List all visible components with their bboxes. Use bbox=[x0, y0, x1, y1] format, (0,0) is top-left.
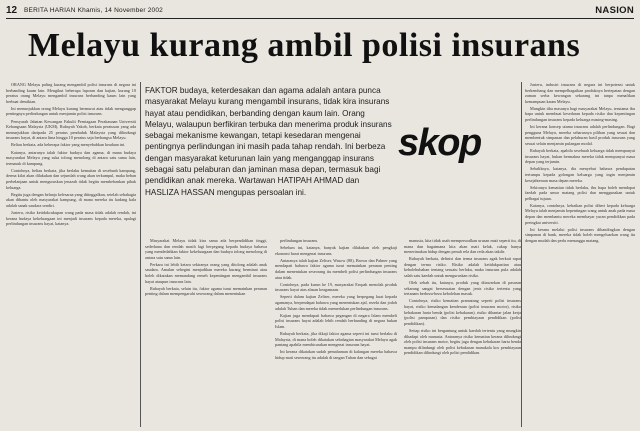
body-paragraph: Seperti dalam kajian Zeliser, mereka yang berpegang kuat kepada agamanya, berpendapat bahawa yang menentukan ajal, rezeki dan jodoh adalah Tuhan dan mereka tidak memerlukan perlindungan insurans. bbox=[275, 294, 397, 311]
body-paragraph: Contohnya, beliau berkata, jika berlaku kematian di sesebuah kampung, derma kilat akan dilakukan dan sejumlah wang akan terkumpul, maka beban perbelanjaan untuk menguruskan jenazah tidak begitu membebankan pihak keluarga. bbox=[6, 167, 136, 190]
column-divider bbox=[140, 82, 141, 427]
body-paragraph: Mungkin tiba masanya bagi masyarakat Melayu, terutama ibu bapa untuk membuat kesedaran kepada risiko dan kepentingan perlindungan insurans kepada keluarga masing-masing. bbox=[525, 105, 635, 123]
publication-line: BERITA HARIAN Khamis, 14 November 2002 bbox=[24, 7, 163, 14]
body-column-4 bbox=[404, 238, 521, 427]
body-paragraph: perlindungan insurans. bbox=[280, 238, 319, 243]
body-paragraph: Sekiranya kematian tidak berlaku, ibu bapa boleh mendapat faedah pada umur matang polisi dan menggunakan untuk pelbagai tujuan. bbox=[525, 184, 635, 201]
body-paragraph: Masyarakat Melayu tidak kira sama ada berpendidikan tinggi, sederhana dan rendah masih lagi berpegang kepada budaya bahawa yang mendedahkan faktor kekeluargaan dan budaya tolong menolong di antara satu sama lain. bbox=[145, 238, 267, 260]
body-paragraph: Oleh sebab itu, katanya, produk yang ditawarkan di pasaran sekarang sangat bersesuaian dengan jenis risiko tertentu yang tertanam berbeza-beza kebolehan masuk. bbox=[404, 280, 521, 297]
body-paragraph: Ini menunjukkan orang Melayu kurang bermurut atau tidak menganggap pentingnya perlindungan untuk menjamin polisi insurans. bbox=[6, 105, 136, 117]
body-paragraph: Antaranya ialah kajian Zeliser, Wasow (88), Brown dan Palmer yang mendapati bahawa faktor agama turut memainkan peranan penting dalam menentukan seseorang itu membeli polisi perlindungan insurans atau tidak. bbox=[275, 257, 397, 280]
body-paragraph: Perkara ini lebih ketara sekiranya orang yang ditolong adalah anak saudara. Amalan sebegini menjadikan mereka kurang berminat atau boleh dikatakan memandang remeh kepentingan mengambil insurans hayat ataupun insurans lain. bbox=[145, 261, 267, 284]
intro-text: FAKTOR budaya, keterdesakan dan agama adalah antara punca masyarakat Melayu kurang mengambil insurans, tidak kira insurans hayat atau pendidikan, berbanding dengan kaum lain. Orang Melayu, walaupun berfikiran terbuka dan menerima produk insurans sebagai mekanisme kewangan, tetapi kesedaran mengenai pentingnya perlindungan ini masih pada tahap rendah. Ini berbeza dengan masyarakat keturunan lain yang menganggap insurans sebagai satu pelaburan dan jaminan masa depan, termasuk bagi pendidikan anak mereka. Wartawan HATIPAH AHMAD dan HASLIZA HASSAN mengupas persoalan ini. bbox=[145, 86, 392, 197]
page-number: 12 bbox=[6, 5, 18, 16]
body-paragraph: Sebelum ini, katanya, banyak kajian dilakukan oleh pengkaji ekonomi barat mengenai insurans. bbox=[275, 245, 397, 256]
headline: Melayu kurang ambil polisi insurans bbox=[28, 27, 581, 64]
page-header bbox=[6, 6, 634, 19]
body-paragraph: Justeru, industri insurans di negara ini berpotensi untuk berkembang dan mempelbagaikan produknya bertepatan dengan zaman serba kewangan sekarang ini tanpa menafikan kemampuan kaum Melayu. bbox=[525, 82, 635, 104]
skop-logo: skop bbox=[398, 122, 481, 164]
body-paragraph: Contohnya, risiko kematian pramatang seperti polisi insurans hayat, risiko kemalangan kenderaan (polisi insurans motor), risiko kebakaran harta benda (polisi kebakaran), risiko dihantar jalan kerja (polisi pampasan) dan risiko pembiayaan pendidikan (polisi pendidikan). bbox=[404, 298, 521, 326]
body-paragraph: Pensyarah Jabatan Kewangan Fakulti Perniagaan Perakaunan Universiti Kebangsaan Malaysia (UKM), Rubayah Yakob, berkata peratusan yang ada menunjukkan daripada 25 peratus penduduk Malaysia yang dilindungi insurans hayat, di antara lima hingga 10 peratus saja berbangsa Melayu. bbox=[6, 118, 136, 141]
body-paragraph: Setiap risiko ini bergantung untuk kaedah tertentu yang mungkin dihadapi oleh manusia. Antaranya risiko kematian kerana dilindungi oleh polisi insurans motor, begitu juga dengan kebakaran harta benda mampu dilindungi oleh polisi kebakaran manakala kos pembiayaan pendidikan dilindungi oleh polisi pendidikan. bbox=[404, 327, 521, 356]
body-paragraph: Rubayah berkata, jika dikaji faktor agama seperti ini turut berlaku di Malaysia, di mana boleh dikatakan sebahagian masyarakat Melayu agak pantang apabila membicarakan mengenai insurans hayat. bbox=[275, 330, 397, 348]
body-paragraph: Rubayah berkata, apabila sesebuah keluarga tidak mempunyai insurans hayat, bukan bermakna mereka tidak mempunyai masa depan yang terjamin. bbox=[525, 148, 635, 165]
body-paragraph: Justeru, risiko ketidakcukupan wang pada masa tidak adalah rendah, ini kerana budaya kekeluargaan ini menjadi insurans kepada mereka, apalagi perlindungan insurans hayat, katanya. bbox=[6, 209, 136, 227]
body-paragraph: Katanya, antaranya ialah faktor budaya dan agama, di mana budaya masyarakat Melayu yang suka tolong menolong di antara satu sama lain, termasuk di kampung. bbox=[6, 149, 136, 166]
body-paragraph: Beliau berkata, ada beberapa faktor yang menyebabkan keadaan ini. bbox=[11, 142, 126, 148]
body-paragraph: Rubayah berkata, selain itu, faktor agama turut memainkan peranan penting dalam mempengaruhi seseorang dalam menentukan bbox=[145, 285, 267, 297]
body-paragraph: Sebaliknya, katanya, dia menyebut bahawa pendapatan tertumpu kepada golongan keluarga yang ingin menjamin kesejahteraan masa depan mereka. bbox=[525, 166, 635, 183]
body-column-3 bbox=[275, 238, 397, 427]
body-column-2 bbox=[145, 238, 267, 427]
body-column-1 bbox=[6, 82, 136, 370]
body-paragraph: Contohnya, pada kurun ke 19, masyarakat Eropah menolak produk insurans hayat atas alasan keagamaan. bbox=[275, 281, 397, 293]
column-divider bbox=[521, 82, 522, 427]
body-paragraph: Katanya, contohnya, kebaikan polisi diberi kepada keluarga Melayu ialah menjamin kepentingan wang untuk anak pada masa depan dan membantu mereka membayar yuran pendidikan pada peringkat universiti. bbox=[525, 202, 635, 225]
section-label: NASION bbox=[595, 5, 634, 16]
body-paragraph: ORANG Melayu paling kurang mengambil polisi insurans di negara ini berbanding kaum lain. Mengikut beberapa laporan dan kajian, kurang 10 peratus orang Melayu mengambil insurans berbanding kaum lain yang berbuat demikian. bbox=[6, 82, 136, 104]
body-column-5 bbox=[525, 82, 635, 427]
body-paragraph: Begitu juga dengan belanja kelesaraa yang ditinggalkan, setelah sebahagia akan dibantu oleh masyarakat kampung, di mana mereka itu kadang kala adalah sanak saudara sendiri. bbox=[6, 191, 136, 208]
body-paragraph: Ini kerana konsep utama insurans adalah perlindungan. Bagi pengguna Melayu, mereka seharusnya pilihan yang sesuai dan membentuk simpanan dan pelaburan hasil produk insurans yang sesuai selain menjamin pulangan modal. bbox=[525, 124, 635, 146]
body-paragraph: Kajian juga mendapati bahawa pegangan di negara Islam membeli polisi insurans hayat adalah lebih rendah berbanding di negara bukan Islam. bbox=[275, 312, 397, 329]
body-paragraph: Ini kerana melalui polisi insurans dibandingkan dengan simpanan di bank, mereka tidak boleh mengeluarkan wang itu dengan mudah dan perlu menunggu matang. bbox=[525, 226, 635, 243]
body-paragraph: Rubayah berkata, definisi dan terma insurans agak berkait rapat dengan terma risiko. Risiko adalah ketidakpastian atau kebolehubahan tentang sesuatu berlaku, maka insurans pula adalah salah satu kaedah untuk menguruskan risiko. bbox=[404, 256, 521, 279]
body-paragraph: Ini kerana dikatakan sudah pemahaman di kalangan mereka bahawa hidup mati seseorang itu adalah di tangan Tuhan dan sebagai bbox=[275, 349, 397, 360]
body-paragraph: manusia, kita tidak usah mempersoalkan urusan mati seperti itu, di mana dan bagaimana kita akan mati kelak, cukup hanya menerimakan hidup dengan penuh rela dan reda akan takdir. bbox=[404, 238, 521, 255]
